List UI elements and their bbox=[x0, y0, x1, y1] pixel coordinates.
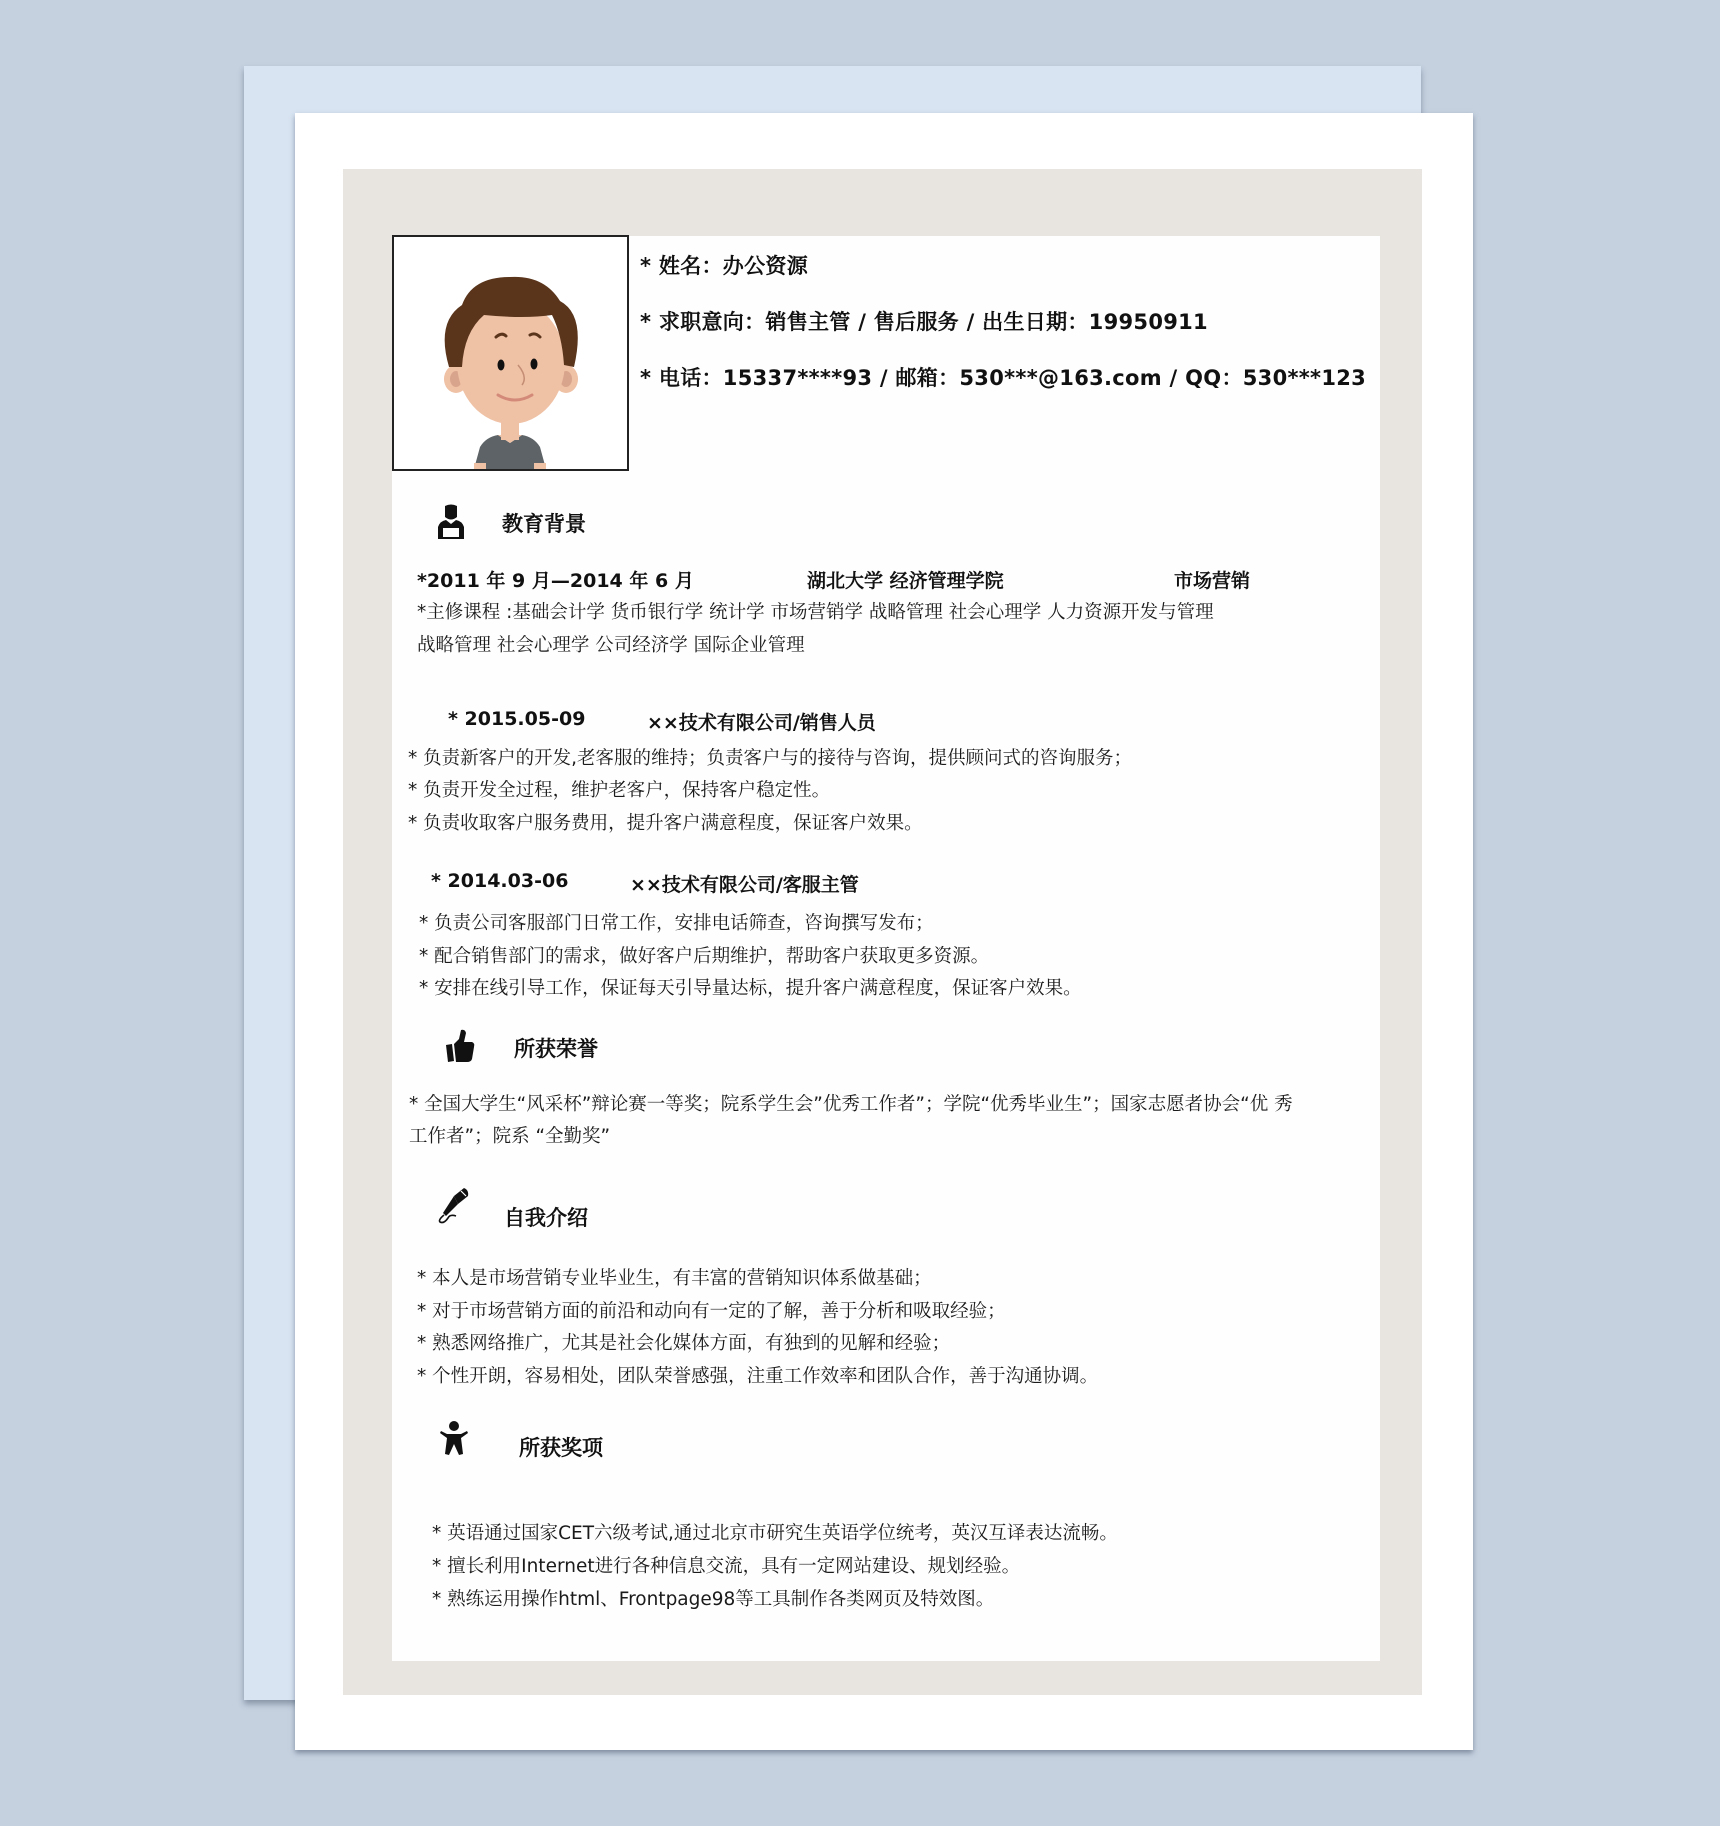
self-intro-bullet: * 熟悉网络推广，尤其是社会化媒体方面，有独到的见解和经验； bbox=[417, 1333, 951, 1354]
section-title-awards: 所获奖项 bbox=[519, 1436, 603, 1460]
job1-bullet: * 负责开发全过程，维护老客户，保持客户稳定性。 bbox=[408, 780, 831, 801]
job1-date: * 2015.05-09 bbox=[448, 708, 586, 730]
education-major: 市场营销 bbox=[1174, 570, 1251, 592]
job2-bullet: * 负责公司客服部门日常工作，安排电话筛查，咨询撰写发布； bbox=[419, 913, 934, 934]
section-title-education: 教育背景 bbox=[502, 512, 586, 536]
education-courses-line1: *主修课程 :基础会计学 货币银行学 统计学 市场营销学 战略管理 社会心理学 人力资源开发与管理 bbox=[417, 602, 1214, 623]
job2-bullet: * 安排在线引导工作，保证每天引导量达标，提升客户满意程度，保证客户效果。 bbox=[419, 978, 1082, 999]
person-arms-up-icon bbox=[437, 1420, 471, 1458]
job-intent-line: * 求职意向：销售主管 / 售后服务 / 出生日期：19950911 bbox=[640, 310, 1208, 334]
awards-bullet: * 熟练运用操作html、Frontpage98等工具制作各类网页及特效图。 bbox=[432, 1589, 995, 1610]
name-line: * 姓名：办公资源 bbox=[640, 254, 808, 278]
thumbs-up-icon bbox=[442, 1027, 476, 1065]
education-courses-line2: 战略管理 社会心理学 公司经济学 国际企业管理 bbox=[417, 635, 805, 656]
contact-line: * 电话：15337****93 / 邮箱：530***@163.com / QQ：530***123 bbox=[640, 366, 1367, 390]
honors-text-line1: * 全国大学生“风采杯”辩论赛一等奖；院系学生会”优秀工作者”；学院“优秀毕业生”；国家志愿者协会“优 秀 bbox=[409, 1094, 1293, 1115]
education-period: *2011 年 9 月—2014 年 6 月 bbox=[417, 570, 694, 592]
job1-bullet: * 负责收取客户服务费用，提升客户满意程度，保证客户效果。 bbox=[408, 813, 923, 834]
avatar-photo bbox=[392, 235, 629, 471]
job1-company: ××技术有限公司/销售人员 bbox=[647, 712, 876, 734]
job2-company: ××技术有限公司/客服主管 bbox=[630, 874, 859, 896]
self-intro-bullet: * 对于市场营销方面的前沿和动向有一定的了解，善于分析和吸取经验； bbox=[417, 1301, 1006, 1322]
microphone-icon bbox=[436, 1186, 470, 1224]
awards-bullet: * 擅长利用Internet进行各种信息交流，具有一定网站建设、规划经验。 bbox=[432, 1556, 1021, 1577]
section-title-self-intro: 自我介绍 bbox=[504, 1206, 588, 1230]
awards-bullet: * 英语通过国家CET六级考试,通过北京市研究生英语学位统考，英汉互译表达流畅。 bbox=[432, 1523, 1118, 1544]
section-title-honors: 所获荣誉 bbox=[514, 1037, 598, 1061]
honors-text-line2: 工作者”；院系 “全勤奖” bbox=[409, 1126, 611, 1147]
job2-bullet: * 配合销售部门的需求，做好客户后期维护，帮助客户获取更多资源。 bbox=[419, 946, 990, 967]
cartoon-boy-avatar-icon bbox=[394, 237, 627, 469]
job1-bullet: * 负责新客户的开发,老客服的维持；负责客户与的接待与咨询，提供顾问式的咨询服务； bbox=[408, 748, 1133, 769]
self-intro-bullet: * 本人是市场营销专业毕业生，有丰富的营销知识体系做基础； bbox=[417, 1268, 932, 1289]
job2-date: * 2014.03-06 bbox=[431, 870, 569, 892]
person-icon bbox=[434, 503, 468, 541]
self-intro-bullet: * 个性开朗，容易相处，团队荣誉感强，注重工作效率和团队合作，善于沟通协调。 bbox=[417, 1366, 1099, 1387]
education-school: 湖北大学 经济管理学院 bbox=[807, 570, 1004, 592]
